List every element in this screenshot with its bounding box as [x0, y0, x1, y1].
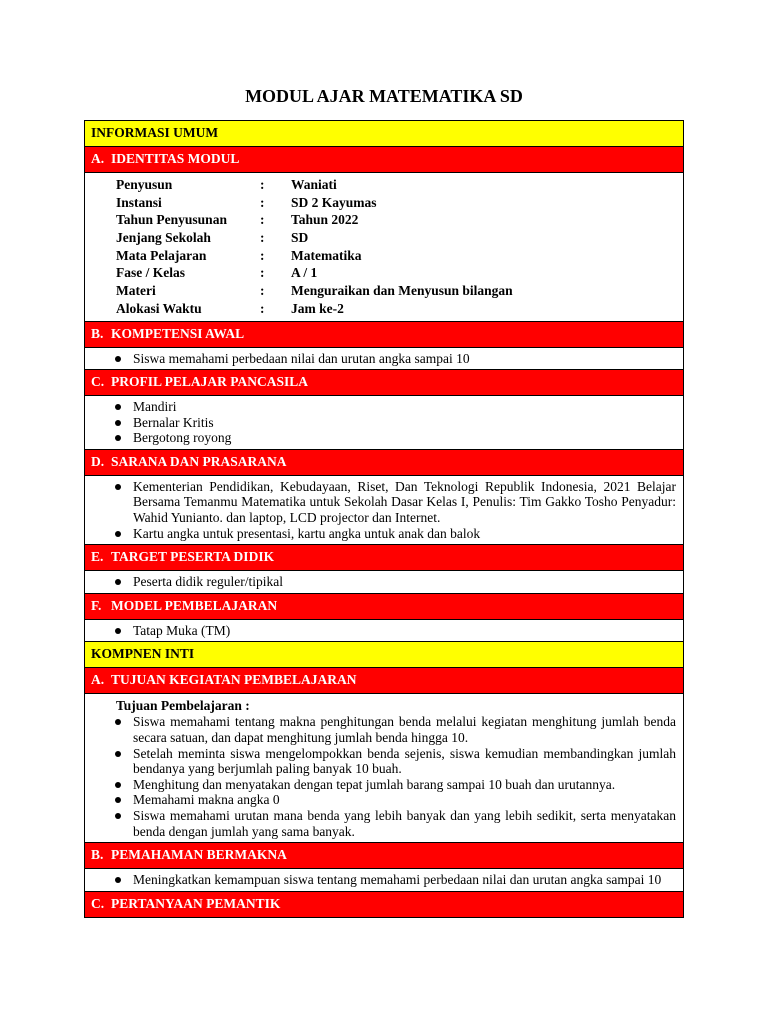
document-title: MODUL AJAR MATEMATIKA SD: [245, 86, 523, 106]
section-letter: A.: [91, 151, 105, 166]
identity-row: [116, 300, 683, 318]
section-letter: F.: [91, 597, 102, 613]
section-model-header: [85, 593, 683, 619]
identity-value: A / 1: [291, 265, 318, 281]
section-letter: E.: [91, 549, 104, 565]
list-item: Setelah meminta siswa mengelompokkan benda sejenis, siswa kemudian membandingkan jumlah bendanya yang berjumlah paling banyak 10 buah.: [133, 745, 676, 777]
identity-colon: :: [260, 212, 265, 228]
list-item: Memahami makna angka 0: [133, 792, 676, 808]
identity-value: Matematika: [291, 247, 362, 263]
section-pertanyaan-header: [85, 891, 683, 917]
identity-row: [116, 282, 683, 300]
identity-colon: :: [260, 283, 265, 299]
identity-colon: :: [260, 177, 265, 192]
section-letter: B.: [91, 847, 104, 863]
section-title: PERTANYAAN PEMANTIK: [111, 895, 281, 911]
list-item: Kementerian Pendidikan, Kebudayaan, Riset, Dan Teknologi Republik Indonesia, 2021 Belajar Bersama Temanmu Matematika untuk Sekolah Dasar Kelas I, Penulis: Tim Gakko Tosho Penyadur: Wahid Yunianto. dan laptop, LCD projector dan Internet.: [133, 478, 676, 526]
kompetensi-body: [85, 347, 683, 370]
section-title: TARGET PESERTA DIDIK: [111, 549, 275, 565]
identity-row: [116, 176, 683, 194]
list-item: Siswa memahami perbedaan nilai dan urutan angka sampai 10: [133, 351, 676, 367]
sarana-body: [85, 475, 683, 544]
identity-key: Fase / Kelas: [116, 265, 185, 281]
subheading: Tujuan Pembelajaran :: [116, 698, 250, 714]
pemahaman-body: [85, 868, 683, 891]
identity-colon: :: [260, 247, 265, 263]
identity-row: [116, 264, 683, 282]
section-letter: C.: [91, 895, 105, 911]
list-item: Mandiri: [133, 399, 676, 415]
section-title: SARANA DAN PRASARANA: [111, 453, 287, 469]
identity-key: Mata Pelajaran: [116, 247, 207, 263]
identity-key: Tahun Penyusunan: [116, 212, 227, 228]
section-title: MODEL PEMBELAJARAN: [111, 597, 278, 613]
identity-value: Waniati: [291, 177, 337, 192]
section-letter: C.: [91, 374, 105, 390]
identity-colon: :: [260, 230, 265, 246]
identity-value: Tahun 2022: [291, 212, 359, 228]
identity-colon: :: [260, 194, 265, 210]
identity-value: Menguraikan dan Menyusun bilangan: [291, 283, 513, 299]
section-target-header: [85, 544, 683, 570]
section-sarana-header: [85, 449, 683, 475]
section-pemahaman-header: [85, 842, 683, 868]
identity-value: SD 2 Kayumas: [291, 194, 377, 210]
list-item: Bergotong royong: [133, 430, 676, 446]
section-title: IDENTITAS MODUL: [111, 151, 240, 166]
identity-value: SD: [291, 230, 309, 246]
identity-row: [116, 211, 683, 229]
identity-colon: :: [260, 265, 265, 281]
identity-colon: :: [260, 300, 265, 316]
section-letter: B.: [91, 325, 104, 341]
identity-value: Jam ke-2: [291, 300, 344, 316]
section-title: PEMAHAMAN BERMAKNA: [111, 847, 287, 863]
identity-row: [116, 247, 683, 265]
identitas-body: [85, 172, 683, 321]
section-letter: D.: [91, 453, 105, 469]
list-item: Siswa memahami tentang makna penghitungan benda melalui kegiatan menghitung jumlah benda secara satuan, dan dapat menghitung jumlah benda hingga 10.: [133, 714, 676, 746]
identity-row: [116, 194, 683, 212]
section-letter: A.: [91, 672, 105, 688]
list-item: Meningkatkan kemampuan siswa tentang memahami perbedaan nilai dan urutan angka sampai 10: [133, 872, 676, 888]
section-tujuan-header: [85, 667, 683, 693]
section-komponen-inti: KOMPNEN INTI: [85, 641, 683, 667]
identity-key: Alokasi Waktu: [116, 300, 202, 316]
section-kompetensi-awal-header: [85, 321, 683, 347]
identity-key: Materi: [116, 283, 156, 299]
list-item: Bernalar Kritis: [133, 415, 676, 431]
section-title: PROFIL PELAJAR PANCASILA: [111, 374, 309, 390]
identity-key: Penyusun: [116, 177, 173, 192]
identity-row: [116, 229, 683, 247]
target-body: [85, 570, 683, 593]
profil-body: [85, 395, 683, 449]
model-body: [85, 619, 683, 642]
list-item: Menghitung dan menyatakan dengan tepat jumlah barang sampai 10 buah dan urutannya.: [133, 777, 676, 793]
module-table: [84, 120, 684, 918]
section-profil-pelajar-header: [85, 369, 683, 395]
identity-key: Jenjang Sekolah: [116, 230, 211, 246]
list-item: Kartu angka untuk presentasi, kartu angka untuk anak dan balok: [133, 526, 676, 542]
list-item: Peserta didik reguler/tipikal: [133, 574, 676, 590]
section-informasi-umum: INFORMASI UMUM: [85, 120, 683, 146]
section-title: TUJUAN KEGIATAN PEMBELAJARAN: [111, 672, 357, 688]
section-identitas-modul-header: [85, 146, 683, 172]
tujuan-body: [85, 693, 683, 842]
identity-key: Instansi: [116, 194, 162, 210]
list-item: Tatap Muka (TM): [133, 623, 676, 639]
section-title: KOMPETENSI AWAL: [111, 325, 245, 341]
list-item: Siswa memahami urutan mana benda yang lebih banyak dan yang lebih sedikit, serta menyatakan benda dengan jumlah yang sama banyak.: [133, 808, 676, 839]
